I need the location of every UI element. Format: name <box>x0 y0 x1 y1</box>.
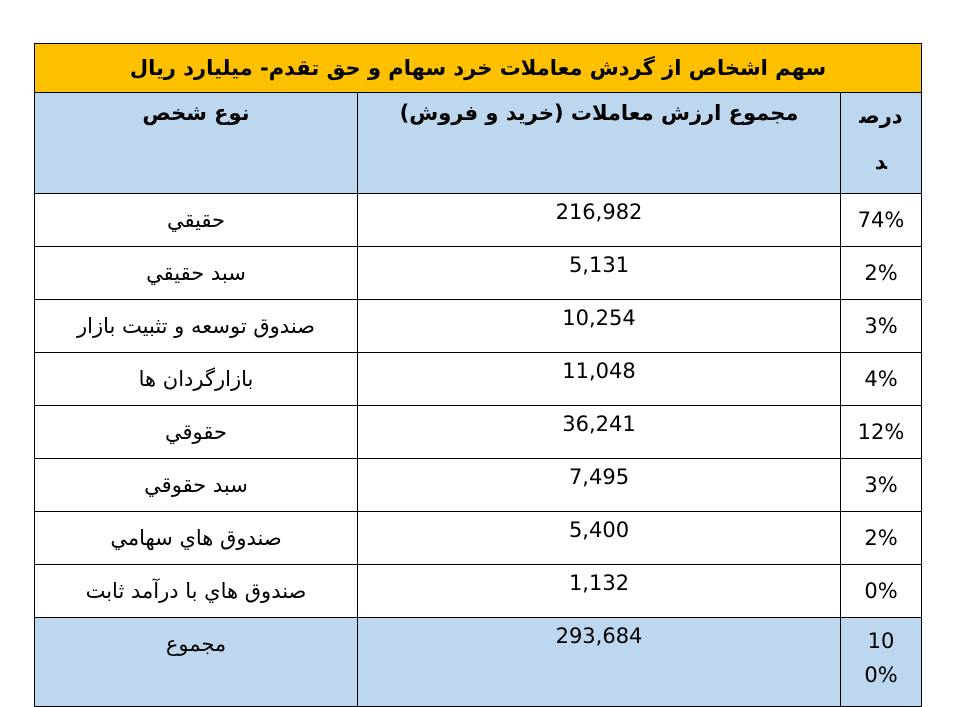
header-percent <box>841 93 922 194</box>
row-percent: 12% <box>841 406 922 459</box>
row-type: حقوقي <box>35 406 358 459</box>
transactions-share-table <box>34 43 922 707</box>
row-percent: 2% <box>841 247 922 300</box>
table-row <box>35 194 922 247</box>
row-sum: 1,132 <box>358 565 841 618</box>
row-type: حقیقي <box>35 194 358 247</box>
total-sum: 293,684 <box>358 618 841 707</box>
row-type: صندوق هاي با درآمد ثابت <box>35 565 358 618</box>
row-percent: 3% <box>841 300 922 353</box>
header-percent-label: درصد <box>859 104 903 174</box>
table-row <box>35 406 922 459</box>
table-row <box>35 300 922 353</box>
table-title: سهم اشخاص از گردش معاملات خرد سهام و حق تقدم- میلیارد ریال <box>35 44 922 93</box>
total-percent-label: 100% <box>864 629 898 687</box>
total-percent <box>841 618 922 707</box>
header-type: نوع شخص <box>35 93 358 194</box>
row-type: سبد حقیقي <box>35 247 358 300</box>
row-type: سبد حقوقي <box>35 459 358 512</box>
row-percent: 3% <box>841 459 922 512</box>
table-body <box>35 194 922 618</box>
row-sum: 5,131 <box>358 247 841 300</box>
total-type: مجموع <box>35 618 358 707</box>
row-sum: 36,241 <box>358 406 841 459</box>
table-row <box>35 565 922 618</box>
row-type: بازارگردان ها <box>35 353 358 406</box>
table-row <box>35 247 922 300</box>
row-percent: 74% <box>841 194 922 247</box>
transactions-table-container <box>34 43 921 707</box>
header-sum: مجموع ارزش معاملات (خرید و فروش) <box>358 93 841 194</box>
table-row <box>35 512 922 565</box>
row-type: صندوق هاي سهامي <box>35 512 358 565</box>
row-sum: 5,400 <box>358 512 841 565</box>
row-sum: 11,048 <box>358 353 841 406</box>
table-total-row <box>35 618 922 707</box>
row-type: صندوق توسعه و تثبیت بازار <box>35 300 358 353</box>
row-sum: 7,495 <box>358 459 841 512</box>
row-sum: 10,254 <box>358 300 841 353</box>
table-title-row <box>35 44 922 93</box>
table-row <box>35 459 922 512</box>
row-percent: 2% <box>841 512 922 565</box>
row-sum: 216,982 <box>358 194 841 247</box>
table-header-row <box>35 93 922 194</box>
table-row <box>35 353 922 406</box>
row-percent: 4% <box>841 353 922 406</box>
row-percent: 0% <box>841 565 922 618</box>
